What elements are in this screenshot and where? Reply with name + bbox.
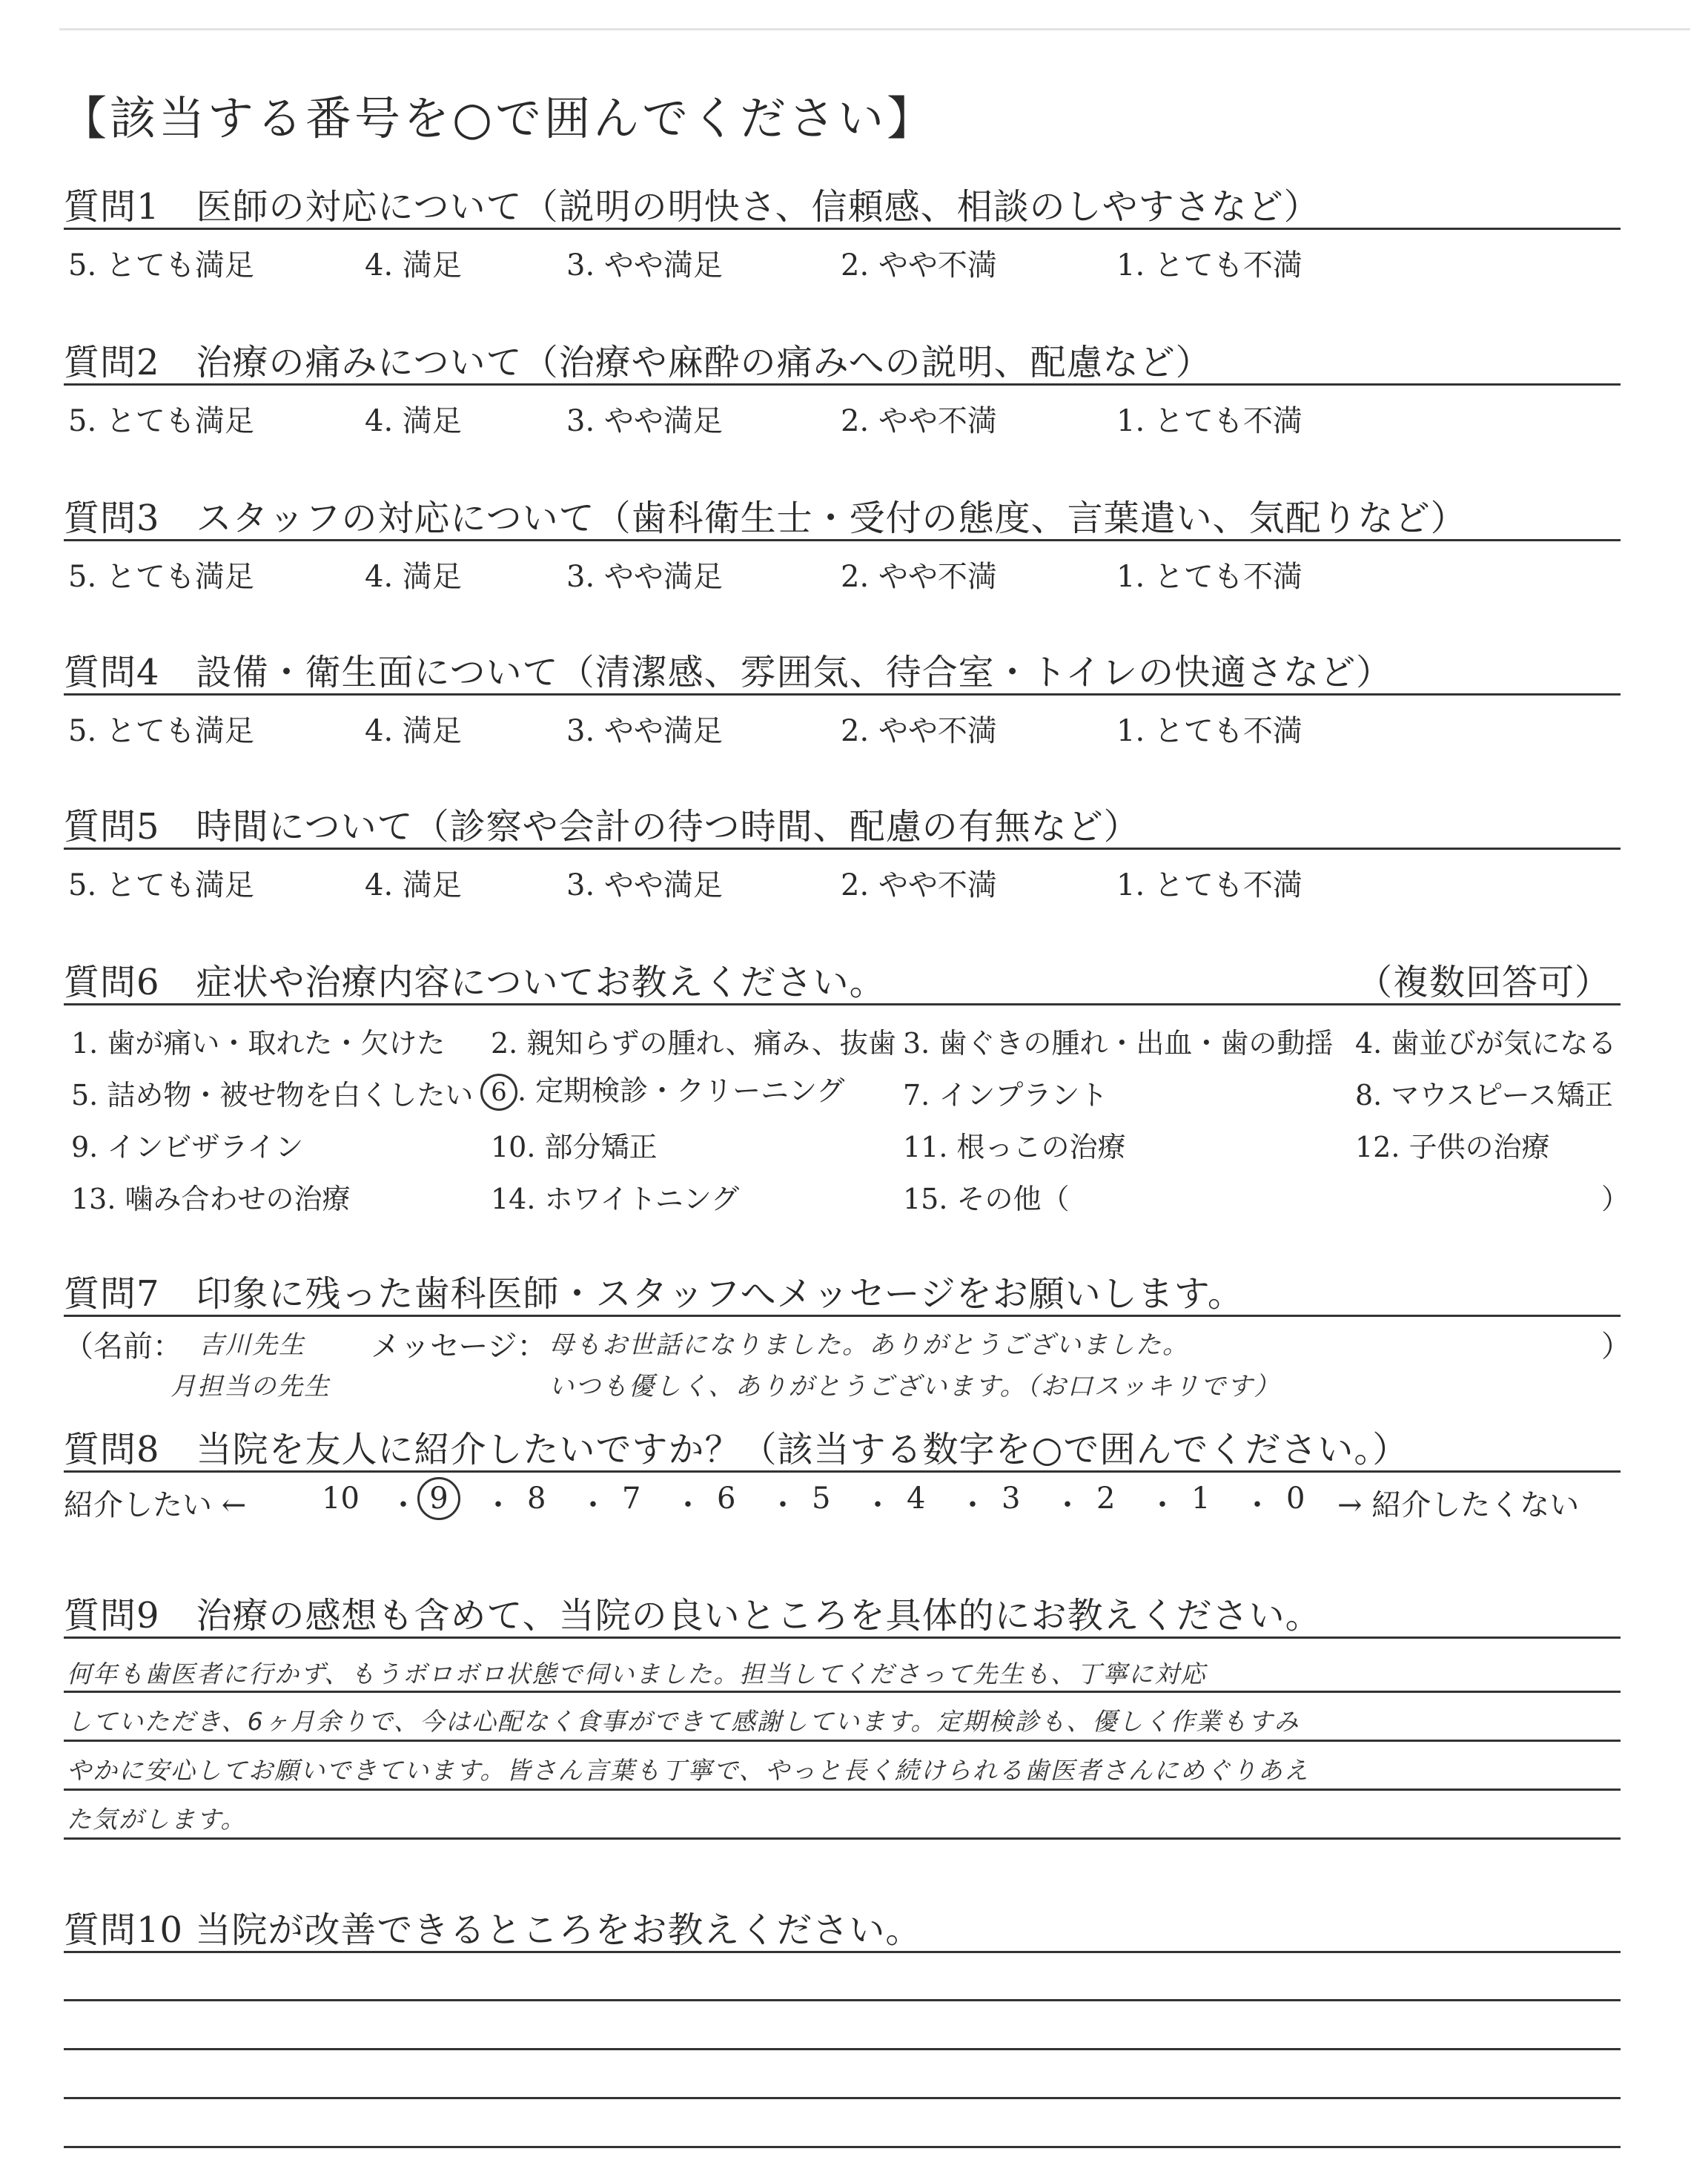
q6-option-2[interactable]: 2. 親知らずの腫れ、痛み、抜歯 — [491, 1027, 896, 1060]
q7-name-label: （名前： — [64, 1330, 182, 1364]
q6-option-10[interactable]: 10. 部分矯正 — [491, 1131, 658, 1163]
q9-answer-line-4[interactable]: た気がします。 — [67, 1805, 247, 1834]
q1-option-4[interactable]: 4. 満足 — [365, 248, 462, 283]
q4-option-1[interactable]: 1. とても不満 — [1116, 714, 1302, 748]
q5-title: 質問5 時間について（診察や会計の待つ時間、配慮の有無など） — [64, 806, 1140, 848]
q3-title: 質問3 スタッフの対応について（歯科衛生士・受付の態度、言葉遣い、気配りなど） — [64, 498, 1467, 539]
q8-dot: ・ — [578, 1488, 608, 1522]
q2-option-2[interactable]: 2. やや不満 — [841, 404, 997, 438]
q7-message-handwritten-1[interactable]: 母もお世話になりました。ありがとうございました。 — [549, 1330, 1189, 1360]
q2-rule — [64, 383, 1621, 386]
q8-selected-circle: 9 — [417, 1477, 460, 1520]
q2-option-5[interactable]: 5. とても満足 — [68, 404, 254, 438]
q8-scale-4[interactable]: 4 — [907, 1482, 926, 1516]
q8-scale-8[interactable]: 8 — [527, 1482, 546, 1516]
q9-writing-line — [64, 1789, 1621, 1791]
q1-option-5[interactable]: 5. とても満足 — [68, 248, 254, 283]
q5-rule — [64, 848, 1621, 850]
q3-option-5[interactable]: 5. とても満足 — [68, 560, 254, 594]
q8-right-label: → 紹介したくない — [1337, 1488, 1580, 1522]
q6-option-8[interactable]: 8. マウスピース矯正 — [1355, 1079, 1613, 1112]
q1-option-2[interactable]: 2. やや不満 — [841, 248, 997, 283]
q8-dot: ・ — [768, 1488, 798, 1522]
q8-dot: ・ — [863, 1488, 893, 1522]
q3-option-3[interactable]: 3. やや満足 — [566, 560, 723, 594]
q6-option-13[interactable]: 13. 噛み合わせの治療 — [71, 1183, 351, 1215]
q6-option-15[interactable]: 15. その他（ — [903, 1183, 1070, 1215]
q4-rule — [64, 693, 1621, 696]
q10-writing-line — [64, 2146, 1621, 2148]
q1-option-3[interactable]: 3. やや満足 — [566, 248, 723, 283]
q2-title: 質問2 治療の痛みについて（治療や麻酔の痛みへの説明、配慮など） — [64, 342, 1212, 383]
q4-option-4[interactable]: 4. 満足 — [365, 714, 462, 748]
q8-rule — [64, 1470, 1621, 1473]
q7-name-handwritten-2[interactable]: 月担当の先生 — [171, 1372, 331, 1401]
q1-title: 質問1 医師の対応について（説明の明快さ、信頼感、相談のしやすさなど） — [64, 186, 1320, 228]
q8-left-label: 紹介したい ← — [64, 1488, 247, 1522]
q9-answer-line-3[interactable]: やかに安心してお願いできています。皆さん言葉も丁寧で、やっと長く続けられる歯医者さんにめぐりあえ — [67, 1756, 1310, 1785]
q9-answer-line-2[interactable]: していただき、6ヶ月余りで、今は心配なく食事ができて感謝しています。定期検診も、優しく作業もすみ — [67, 1707, 1300, 1736]
q8-dot: ・ — [958, 1488, 987, 1522]
q7-message-handwritten-2[interactable]: いつも優しく、ありがとうございます。（お口スッキリです） — [549, 1372, 1281, 1401]
q6-other-close-paren: ） — [1601, 1183, 1630, 1215]
q4-option-5[interactable]: 5. とても満足 — [68, 714, 254, 748]
q8-dot: ・ — [1053, 1488, 1082, 1522]
q9-title: 質問9 治療の感想も含めて、当院の良いところを具体的にお教えください。 — [64, 1595, 1322, 1636]
q9-rule — [64, 1636, 1621, 1639]
q6-option-6-label: . 定期検診・クリーニング — [517, 1074, 845, 1107]
q10-rule — [64, 1951, 1621, 1953]
q8-scale-3[interactable]: 3 — [1002, 1482, 1021, 1516]
q9-writing-line — [64, 1837, 1621, 1840]
q9-answer-line-1[interactable]: 何年も歯医者に行かず、もうボロボロ状態で伺いました。担当してくださって先生も、丁寧に対応 — [67, 1659, 1207, 1688]
q6-option-7[interactable]: 7. インプラント — [903, 1079, 1108, 1112]
q7-name-handwritten-1[interactable]: 吉川先生 — [199, 1330, 305, 1360]
q5-option-5[interactable]: 5. とても満足 — [68, 868, 254, 902]
q1-option-1[interactable]: 1. とても不満 — [1116, 248, 1302, 283]
q8-scale-1[interactable]: 1 — [1191, 1482, 1211, 1516]
q6-option-5[interactable]: 5. 詰め物・被せ物を白くしたい — [71, 1079, 474, 1112]
q3-option-4[interactable]: 4. 満足 — [365, 560, 462, 594]
q6-multiple-answer-note: （複数回答可） — [1357, 962, 1612, 1003]
q6-option-11[interactable]: 11. 根っこの治療 — [903, 1131, 1126, 1163]
q6-option-6[interactable] — [480, 1068, 844, 1111]
q8-scale-6[interactable]: 6 — [717, 1482, 736, 1516]
q4-option-2[interactable]: 2. やや不満 — [841, 714, 997, 748]
q1-rule — [64, 228, 1621, 230]
q2-option-3[interactable]: 3. やや満足 — [566, 404, 723, 438]
q9-writing-line — [64, 1691, 1621, 1693]
q3-option-2[interactable]: 2. やや不満 — [841, 560, 997, 594]
q6-option-12[interactable]: 12. 子供の治療 — [1355, 1131, 1550, 1163]
q7-title: 質問7 印象に残った歯科医師・スタッフへメッセージをお願いします。 — [64, 1273, 1244, 1315]
q8-scale-7[interactable]: 7 — [622, 1482, 641, 1516]
q9-writing-line — [64, 1740, 1621, 1742]
q8-scale-10[interactable]: 10 — [322, 1482, 360, 1516]
q8-dot: ・ — [388, 1488, 418, 1522]
q8-dot: ・ — [1148, 1488, 1177, 1522]
q5-option-1[interactable]: 1. とても不満 — [1116, 868, 1302, 902]
q8-scale-0[interactable]: 0 — [1286, 1482, 1305, 1516]
q8-title: 質問8 当院を友人に紹介したいですか？（該当する数字を○で囲んでください。） — [64, 1429, 1409, 1470]
q3-option-1[interactable]: 1. とても不満 — [1116, 560, 1302, 594]
q6-option-14[interactable]: 14. ホワイトニング — [491, 1183, 740, 1215]
q10-writing-line — [64, 2048, 1621, 2050]
q10-title: 質問10 当院が改善できるところをお教えください。 — [64, 1909, 922, 1951]
q5-option-2[interactable]: 2. やや不満 — [841, 868, 997, 902]
q6-selected-circle: 6 — [480, 1074, 517, 1111]
q7-message-label: メッセージ： — [371, 1330, 547, 1364]
q6-option-3[interactable]: 3. 歯ぐきの腫れ・出血・歯の動揺 — [903, 1027, 1334, 1060]
q8-dot: ・ — [483, 1488, 513, 1522]
q6-option-4[interactable]: 4. 歯並びが気になる — [1355, 1027, 1617, 1060]
q8-dot: ・ — [1242, 1488, 1272, 1522]
q3-rule — [64, 539, 1621, 541]
q8-dot: ・ — [673, 1488, 703, 1522]
q8-scale-5[interactable]: 5 — [812, 1482, 831, 1516]
q10-writing-line — [64, 2097, 1621, 2099]
q6-option-1[interactable]: 1. 歯が痛い・取れた・欠けた — [71, 1027, 446, 1060]
scan-top-edge — [59, 28, 1690, 30]
q5-option-3[interactable]: 3. やや満足 — [566, 868, 723, 902]
q8-scale-9-selected[interactable] — [417, 1477, 460, 1520]
q8-scale-2[interactable]: 2 — [1096, 1482, 1116, 1516]
q6-title: 質問6 症状や治療内容についてお教えください。 — [64, 962, 886, 1003]
q5-option-4[interactable]: 4. 満足 — [365, 868, 462, 902]
q4-option-3[interactable]: 3. やや満足 — [566, 714, 723, 748]
q10-writing-line — [64, 1999, 1621, 2001]
form-header: 【該当する番号を○で囲んでください】 — [61, 91, 936, 145]
q6-option-9[interactable]: 9. インビザライン — [71, 1131, 304, 1163]
q2-option-4[interactable]: 4. 満足 — [365, 404, 462, 438]
q7-rule — [64, 1315, 1621, 1317]
q6-rule — [64, 1003, 1621, 1005]
q4-title: 質問4 設備・衛生面について（清潔感、雰囲気、待合室・トイレの快適さなど） — [64, 652, 1393, 693]
q2-option-1[interactable]: 1. とても不満 — [1116, 404, 1302, 438]
q7-close-paren: ） — [1601, 1330, 1631, 1364]
